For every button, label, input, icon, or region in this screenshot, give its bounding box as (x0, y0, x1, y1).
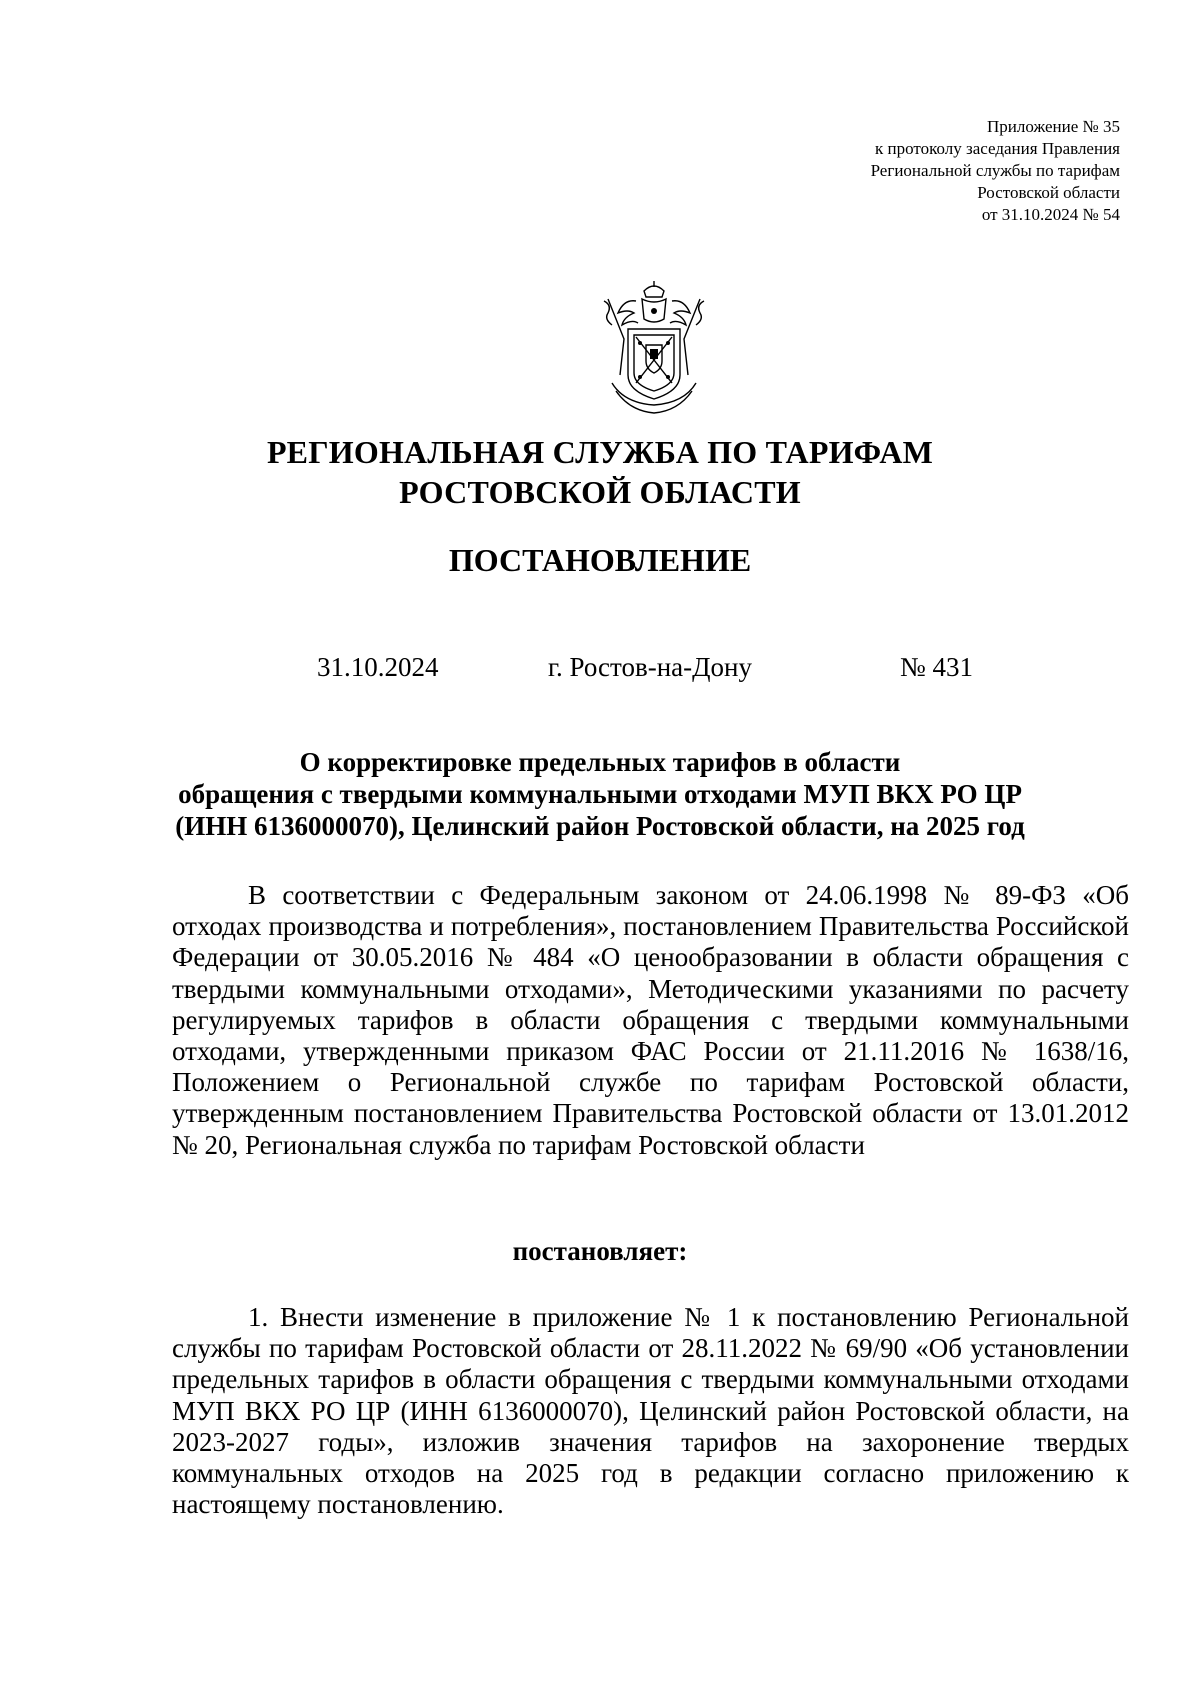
document-type-heading: ПОСТАНОВЛЕНИЕ (448, 542, 752, 578)
resolves-heading: постановляет: (512, 1236, 688, 1266)
document-number: № 431 (900, 652, 974, 682)
organization-title-line: РОСТОВСКОЙ ОБЛАСТИ (399, 474, 801, 510)
annex-line: от 31.10.2024 № 54 (981, 205, 1120, 224)
organization-title (0, 432, 1200, 512)
annex-reference (871, 116, 1120, 226)
subject-line: (ИНН 6136000070), Целинский район Ростовской области, на 2025 год (175, 811, 1025, 841)
document-place: г. Ростов-на-Дону (548, 652, 753, 682)
subject-line: О корректировке предельных тарифов в области (299, 747, 901, 777)
subject-line: обращения с твердыми коммунальными отходами МУП ВКХ РО ЦР (178, 779, 1022, 809)
annex-line: Приложение № 35 (987, 117, 1120, 136)
resolution-item-1: 1. Внести изменение в приложение № 1 к постановлению Региональной службы по тарифам Ростовской области от 28.11.2022 № 69/90 «Об установлении предельных тарифов в области обращения с твердыми коммунальными отходами МУП ВКХ РО ЦР (ИНН 6136000070), Целинский район Ростовской области, на 2023-2027 годы», изложив значения тарифов на захоронение твердых коммунальных отходов на 2025 год в редакции согласно приложению к настоящему постановлению. (172, 1302, 1129, 1520)
preamble-paragraph: В соответствии с Федеральным законом от 24.06.1998 № 89-ФЗ «Об отходах производства и потребления», постановлением Правительства Российской Федерации от 30.05.2016 № 484 «О ценообразовании в области обращения с твердыми коммунальными отходами», Методическими указаниями по расчету регулируемых тарифов в области обращения с твердыми коммунальными отходами, утвержденными приказом ФАС России от 21.11.2016 № 1638/16, Положением о Региональной службе по тарифам Ростовской области, утвержденным постановлением Правительства Ростовской области от 13.01.2012 № 20, Региональная служба по тарифам Ростовской области (172, 880, 1129, 1160)
coat-of-arms-icon (594, 279, 714, 415)
annex-line: Ростовской области (977, 183, 1120, 202)
document-subject (0, 746, 1200, 842)
document-date: 31.10.2024 (317, 652, 439, 682)
organization-title-line: РЕГИОНАЛЬНАЯ СЛУЖБА ПО ТАРИФАМ (266, 434, 934, 470)
annex-line: Региональной службы по тарифам (870, 161, 1120, 180)
annex-line: к протоколу заседания Правления (875, 139, 1120, 158)
